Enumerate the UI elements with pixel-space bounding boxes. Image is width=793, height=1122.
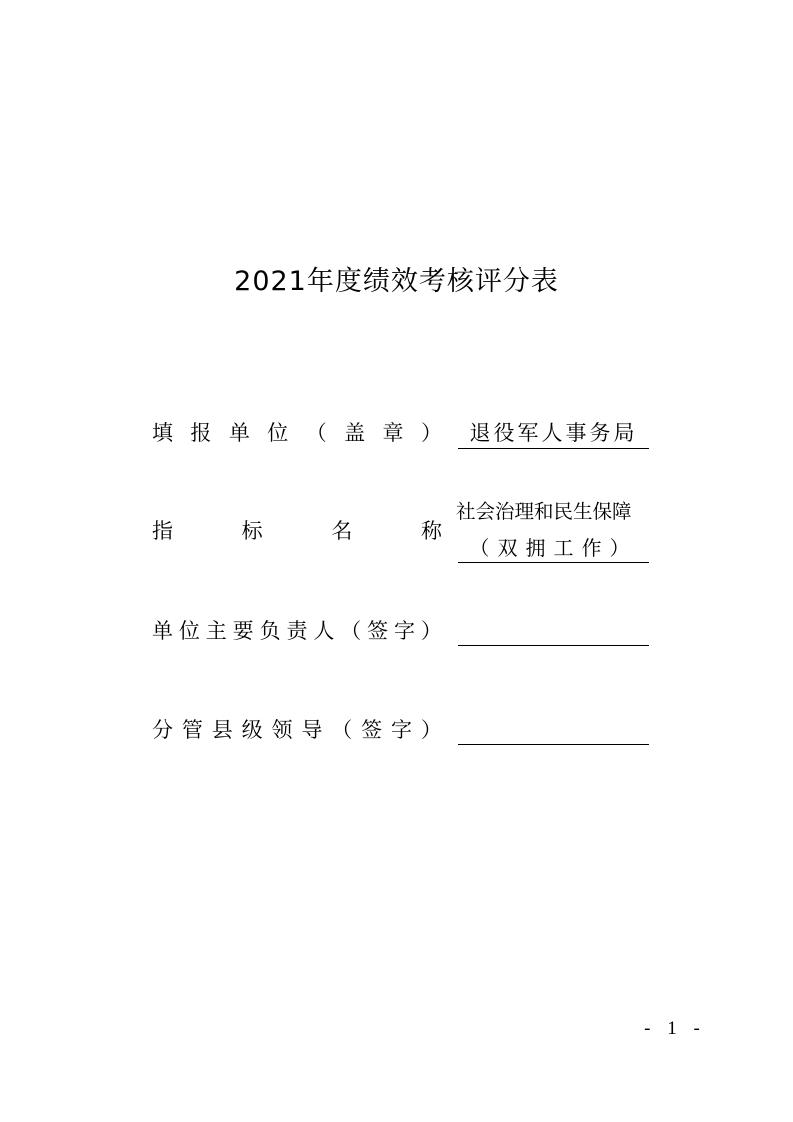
county-leader-signature-underline [458, 744, 649, 745]
unit-head-label-char: 责 [286, 619, 308, 643]
unit-label-char: 报 [190, 421, 212, 445]
indicator-label-char: 称 [420, 519, 442, 543]
county-leader-label-char: 级 [241, 718, 263, 742]
county-leader-label-char: 字 [391, 718, 412, 742]
indicator-label-char: 标 [241, 519, 263, 543]
indicator-label-char: 指 [152, 519, 173, 543]
unit-head-label-char: 人 [313, 619, 335, 643]
unit-label-char: 章 [382, 421, 404, 445]
county-leader-label-char: 分 [152, 718, 173, 742]
unit-head-label-char: ） [420, 619, 442, 643]
county-leader-label-char: 导 [301, 718, 323, 742]
county-leader-label-char: 领 [271, 718, 293, 742]
county-leader-label-char: （ [331, 718, 353, 742]
indicator-value-line1: 社会治理和民生保障 [456, 500, 632, 523]
unit-label-char: 位 [267, 421, 289, 445]
unit-label-char: （ [305, 421, 327, 445]
unit-label-char: ） [420, 421, 442, 445]
unit-underline [458, 448, 649, 449]
unit-head-label-char: 单 [152, 619, 173, 643]
unit-head-label-char: 字 [394, 619, 416, 643]
indicator-underline [458, 562, 649, 563]
unit-label-char: 单 [228, 421, 250, 445]
page-number: - 1 - [644, 1018, 706, 1039]
unit-head-signature-underline [458, 645, 649, 646]
unit-head-label-char: 签 [367, 619, 389, 643]
indicator-label-char: 名 [331, 519, 353, 543]
unit-head-label-char: （ [340, 619, 362, 643]
county-leader-label-char: 管 [181, 718, 203, 742]
indicator-value-line2: （双拥工作） [469, 536, 638, 560]
unit-value: 退役军人事务局 [469, 421, 638, 445]
unit-head-label-char: 主 [205, 619, 227, 643]
county-leader-signature-label [152, 715, 442, 745]
indicator-label [152, 516, 442, 546]
unit-label [152, 418, 442, 448]
unit-head-label-char: 负 [259, 619, 281, 643]
unit-label-char: 盖 [344, 421, 366, 445]
unit-head-signature-label [152, 616, 442, 646]
unit-head-label-char: 要 [232, 619, 254, 643]
unit-head-label-char: 位 [178, 619, 200, 643]
county-leader-label-char: ） [420, 718, 442, 742]
county-leader-label-char: 签 [361, 718, 383, 742]
document-title: 2021年度绩效考核评分表 [234, 266, 559, 297]
county-leader-label-char: 县 [211, 718, 233, 742]
unit-label-char: 填 [152, 421, 173, 445]
